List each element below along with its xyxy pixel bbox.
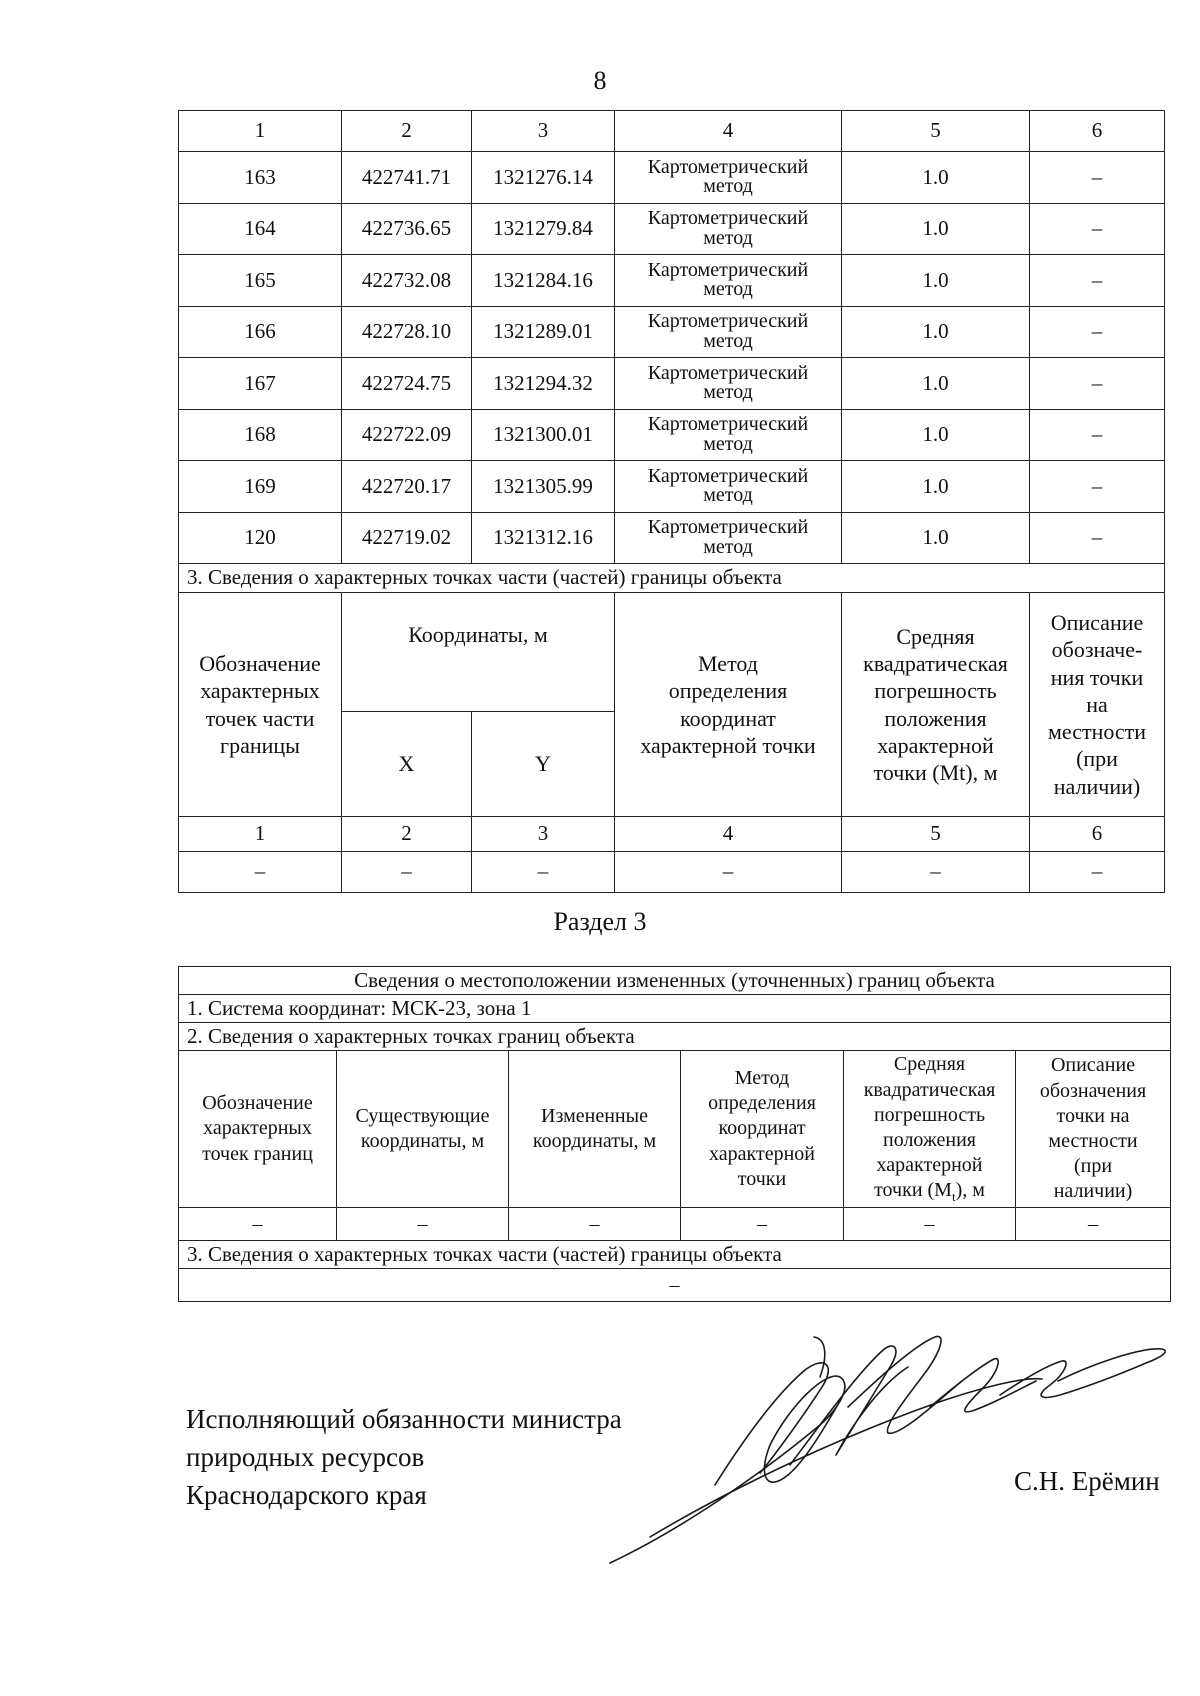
col-number: 5	[842, 111, 1030, 152]
method-header	[681, 1051, 844, 1208]
y-coordinate: 1321300.01	[472, 409, 615, 461]
method-cell	[615, 203, 842, 255]
header-line: Описание	[1050, 1054, 1136, 1077]
description-header	[1030, 593, 1165, 817]
header-line: обозначения	[1039, 1079, 1147, 1102]
col-number: 1	[179, 817, 342, 852]
header-fragment: ), м	[955, 1179, 985, 1202]
header-line: Метод	[698, 650, 758, 676]
error-value: 1.0	[842, 255, 1030, 307]
header-line: Обозначение	[202, 1092, 313, 1115]
header-line: наличии)	[1053, 773, 1141, 799]
points-info-row	[179, 1023, 1171, 1051]
col-number: 3	[472, 817, 615, 852]
section3-row	[179, 564, 1165, 593]
col-number: 5	[842, 817, 1030, 852]
point-number: 169	[179, 461, 342, 513]
header-line: характерной точки	[640, 732, 816, 758]
method-line: Картометрический	[647, 258, 809, 281]
y-header: Y	[472, 712, 615, 817]
description-value: –	[1030, 461, 1165, 513]
header-fragment: точки (M	[874, 1179, 952, 1202]
dash-cell: –	[179, 852, 342, 893]
header-line: (при	[1073, 1155, 1113, 1178]
coordinate-system: 1. Система координат: МСК-23, зона 1	[179, 995, 1171, 1023]
empty-row	[179, 852, 1165, 893]
header-line: характерных	[203, 1117, 312, 1140]
col-number: 2	[342, 111, 472, 152]
header-line: положения	[883, 1128, 976, 1151]
existing-coordinates-header	[337, 1051, 509, 1208]
section-title: Раздел 3	[553, 907, 647, 936]
method-cell	[615, 152, 842, 204]
method-line: Картометрический	[647, 207, 809, 230]
x-coordinate: 422720.17	[342, 461, 472, 513]
header-line: определения	[708, 1092, 816, 1115]
point-number: 167	[179, 358, 342, 410]
header-row	[179, 1051, 1171, 1208]
table-row	[179, 358, 1165, 410]
error-value: 1.0	[842, 358, 1030, 410]
point-number: 120	[179, 512, 342, 564]
method-cell	[615, 512, 842, 564]
empty-row	[179, 1208, 1171, 1241]
section3-row	[179, 1241, 1171, 1269]
header-line: Средняя	[893, 1053, 966, 1076]
header-line: точки на	[1056, 1104, 1130, 1127]
description-value: –	[1030, 409, 1165, 461]
point-number: 164	[179, 203, 342, 255]
method-line: метод	[703, 175, 753, 198]
header-line	[844, 1178, 1015, 1205]
x-coordinate: 422741.71	[342, 152, 472, 204]
dash-cell: –	[472, 852, 615, 893]
header-line: координаты, м	[532, 1130, 657, 1152]
point-number: 163	[179, 152, 342, 204]
method-line: Картометрический	[647, 413, 809, 436]
section3-title: 3. Сведения о характерных точках части (частей) границы объекта	[179, 564, 1165, 593]
header-line: характерных	[200, 678, 320, 704]
header-line: характерной	[877, 732, 994, 758]
header-line: местности	[1047, 719, 1147, 745]
y-coordinate: 1321289.01	[472, 306, 615, 358]
table-row	[179, 255, 1165, 307]
header-line: определения	[668, 678, 788, 704]
method-cell	[615, 409, 842, 461]
table-row	[179, 461, 1165, 513]
description-value: –	[1030, 152, 1165, 204]
dash-cell: –	[842, 852, 1030, 893]
col-number: 1	[179, 111, 342, 152]
x-coordinate: 422719.02	[342, 512, 472, 564]
error-header	[844, 1051, 1016, 1208]
col-number: 2	[342, 817, 472, 852]
header-line: Обозначение	[199, 650, 321, 676]
description-value: –	[1030, 306, 1165, 358]
header-line: Средняя	[896, 623, 975, 649]
col-number: 4	[615, 817, 842, 852]
col-number: 6	[1030, 817, 1165, 852]
table-row	[179, 409, 1165, 461]
changed-coordinates-header	[509, 1051, 681, 1208]
header-subscript: t	[951, 1189, 956, 1205]
method-cell	[615, 461, 842, 513]
point-number: 166	[179, 306, 342, 358]
empty-row	[179, 1269, 1171, 1302]
description-value: –	[1030, 203, 1165, 255]
table-title-row	[179, 967, 1171, 995]
y-coordinate: 1321279.84	[472, 203, 615, 255]
column-numbers-row	[179, 817, 1165, 852]
header-line: точек части	[205, 705, 315, 731]
description-value: –	[1030, 255, 1165, 307]
error-value: 1.0	[842, 203, 1030, 255]
x-coordinate: 422724.75	[342, 358, 472, 410]
header-line: ния точки	[1050, 664, 1144, 690]
y-coordinate: 1321305.99	[472, 461, 615, 513]
dash-cell: –	[615, 852, 842, 893]
header-line: координаты, м	[360, 1130, 485, 1152]
description-value: –	[1030, 512, 1165, 564]
table-row	[179, 152, 1165, 204]
signer-line: природных ресурсов	[186, 1442, 425, 1472]
method-line: метод	[703, 278, 753, 301]
col-number: 4	[615, 111, 842, 152]
method-cell	[615, 255, 842, 307]
method-line: метод	[703, 432, 753, 455]
error-value: 1.0	[842, 409, 1030, 461]
signer-name: С.Н. Ерёмин	[1014, 1466, 1160, 1496]
dash-cell: –	[1030, 852, 1165, 893]
x-coordinate: 422732.08	[342, 255, 472, 307]
header-line: квадратическая	[863, 1078, 996, 1101]
header-line: погрешность	[874, 678, 997, 704]
header-line: координат	[718, 1117, 806, 1140]
header-line: характерной	[709, 1142, 815, 1165]
method-line: метод	[703, 535, 753, 558]
method-line: метод	[703, 329, 753, 352]
table-row	[179, 306, 1165, 358]
error-header	[842, 593, 1030, 817]
header-line: точки (Mt), м	[873, 760, 998, 786]
column-numbers-row	[179, 111, 1165, 152]
dash-cell: –	[509, 1208, 681, 1241]
dash-cell: –	[342, 852, 472, 893]
description-value: –	[1030, 358, 1165, 410]
method-line: метод	[703, 381, 753, 404]
changed-boundaries-table	[178, 966, 1171, 1302]
x-coordinate: 422728.10	[342, 306, 472, 358]
header-line: (при	[1076, 746, 1118, 772]
header-line: границы	[220, 732, 300, 758]
col-number: 3	[472, 111, 615, 152]
page-number: 8	[593, 66, 607, 95]
dash-cell: –	[844, 1208, 1016, 1241]
points-table	[178, 110, 1165, 893]
header-line: положения	[884, 705, 987, 731]
points-info: 2. Сведения о характерных точках границ объекта	[179, 1023, 1171, 1051]
dash-cell: –	[1016, 1208, 1171, 1241]
table-row	[179, 203, 1165, 255]
header-line: точки	[737, 1167, 787, 1190]
error-value: 1.0	[842, 152, 1030, 204]
error-value: 1.0	[842, 461, 1030, 513]
x-coordinate: 422722.09	[342, 409, 472, 461]
method-line: Картометрический	[647, 464, 809, 487]
header-line: координат	[680, 705, 776, 731]
header-line: погрешность	[873, 1103, 986, 1126]
table-row	[179, 512, 1165, 564]
method-line: Картометрический	[647, 310, 809, 333]
table-title: Сведения о местоположении измененных (уточненных) границ объекта	[179, 967, 1171, 995]
signer-line: Исполняющий обязанности министра	[186, 1404, 622, 1434]
method-line: Картометрический	[647, 155, 809, 178]
method-line: метод	[703, 226, 753, 249]
method-line: метод	[703, 484, 753, 507]
header-line: характерной	[876, 1154, 983, 1177]
point-number: 165	[179, 255, 342, 307]
method-cell	[615, 358, 842, 410]
y-coordinate: 1321284.16	[472, 255, 615, 307]
header-line: обозначе-	[1051, 637, 1143, 663]
header-line: Метод	[734, 1067, 790, 1090]
header-line: Существующие	[355, 1104, 490, 1127]
header-line: местности	[1048, 1130, 1138, 1152]
y-coordinate: 1321294.32	[472, 358, 615, 410]
header-line: наличии)	[1053, 1180, 1133, 1203]
x-coordinate: 422736.65	[342, 203, 472, 255]
signer-title	[186, 1400, 622, 1514]
dash-cell: –	[179, 1208, 337, 1241]
method-header	[615, 593, 842, 817]
error-value: 1.0	[842, 512, 1030, 564]
method-line: Картометрический	[647, 361, 809, 384]
description-header	[1016, 1051, 1171, 1208]
coordinate-system-row	[179, 995, 1171, 1023]
coordinates-header: Координаты, м	[342, 593, 615, 712]
designation-header	[179, 1051, 337, 1208]
signer-line: Краснодарского края	[186, 1480, 427, 1510]
header-line: Описание	[1050, 610, 1144, 636]
designation-header	[179, 593, 342, 817]
y-coordinate: 1321276.14	[472, 152, 615, 204]
dash-cell: –	[179, 1269, 1171, 1302]
header-line: точек границ	[202, 1142, 313, 1165]
method-cell	[615, 306, 842, 358]
y-coordinate: 1321312.16	[472, 512, 615, 564]
header-line: квадратическая	[863, 650, 1008, 676]
section3-title: 3. Сведения о характерных точках части (частей) границы объекта	[179, 1241, 1171, 1269]
error-value: 1.0	[842, 306, 1030, 358]
signature-image	[590, 1315, 1180, 1575]
dash-cell: –	[337, 1208, 509, 1241]
dash-cell: –	[681, 1208, 844, 1241]
x-header: X	[342, 712, 472, 817]
header-row	[179, 593, 1165, 712]
point-number: 168	[179, 409, 342, 461]
header-line: Измененные	[541, 1104, 648, 1127]
col-number: 6	[1030, 111, 1165, 152]
method-line: Картометрический	[647, 516, 809, 539]
header-line: на	[1086, 691, 1108, 717]
